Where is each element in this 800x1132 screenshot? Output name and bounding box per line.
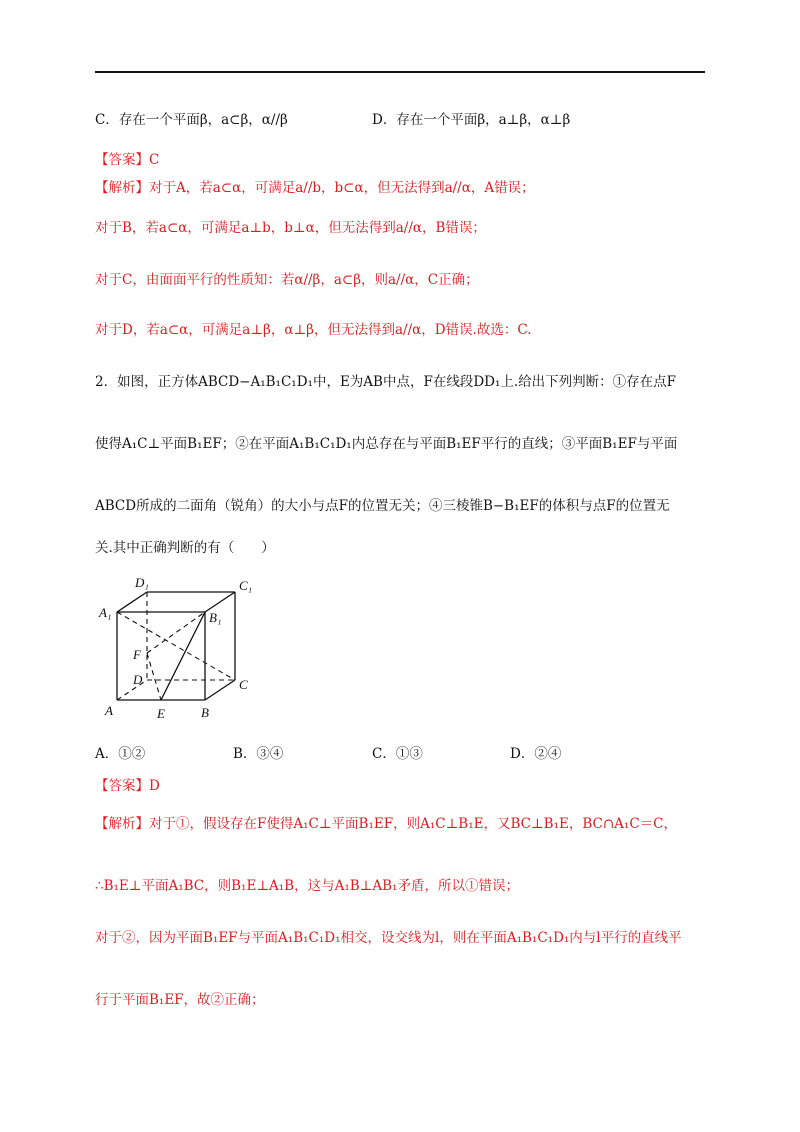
label-e: E [157,706,165,721]
q2-stem-line-3: ABCD所成的二面角（锐角）的大小与点F的位置无关；④三棱锥B−B₁EF的体积与点F的位置无 [95,498,670,514]
choice-c-top: C．存在一个平面β，a⊂β，α//β [95,112,288,128]
segment-b1e [161,612,205,700]
option-b: B．③④ [233,746,284,762]
label-d: D [133,672,143,687]
edge-a1d1 [117,592,147,612]
q2-stem-line-2: 使得A₁C⊥平面B₁EF；②在平面A₁B₁C₁D₁内总存在与平面B₁EF平行的直线；③平面B₁EF与平面 [95,436,678,452]
label-d1: D₁ [135,575,149,590]
label-c1: C₁ [239,578,253,593]
label-a: A [105,703,113,718]
q2-analysis-line-3: 对于②，因为平面B₁EF与平面A₁B₁C₁D₁相交，设交线为l，则在平面A₁B₁C₁D₁内与l平行的直线平 [95,930,682,946]
label-c: C [239,677,248,692]
cube-figure [95,575,265,725]
q1-analysis-line-c: 对于C，由面面平行的性质知：若α//β，a⊂β，则a//α，C正确； [95,272,479,288]
segment-fe [147,653,161,700]
edge-bc [205,680,235,700]
q2-analysis-line-1: 【解析】对于①，假设存在F使得A₁C⊥平面B₁EF，则A₁C⊥B₁E，又BC⊥B₁E，BC∩A₁C＝C， [95,816,677,832]
edge-ad [117,680,147,700]
option-c: C．①③ [372,746,423,762]
q1-analysis-line-a: 【解析】对于A，若a⊂α，可满足a//b，b⊂α，但无法得到a//α，A错误； [95,180,535,196]
q1-analysis-line-d: 对于D，若a⊂α，可满足a⊥β，α⊥β，但无法得到a//α，D错误.故选：C. [95,322,532,338]
label-f: F [133,647,141,662]
header-rule [95,71,705,73]
choice-d-top: D．存在一个平面β，a⊥β，α⊥β [372,112,571,128]
q2-analysis-line-2: ∴B₁E⊥平面A₁BC，则B₁E⊥A₁B，这与A₁B⊥AB₁矛盾，所以①错误； [95,878,519,894]
option-a: A．①② [95,746,146,762]
q2-answer: 【答案】D [95,778,160,794]
label-b1: B₁ [209,610,222,625]
q2-analysis-line-4: 行于平面B₁EF，故②正确； [95,992,265,1008]
label-b: B [201,705,209,720]
segment-fb1 [147,612,205,653]
q1-answer: 【答案】C [95,152,160,168]
label-a1: A₁ [99,605,112,620]
q2-stem-line-4: 关.其中正确判断的有（ ） [95,540,275,556]
edge-b1c1 [205,592,235,612]
q2-stem-line-1: 2．如图，正方体ABCD−A₁B₁C₁D₁中，E为AB中点，F在线段DD₁上.给出下列判断：①存在点F [95,374,677,390]
option-d: D．②④ [510,746,562,762]
q1-analysis-line-b: 对于B，若a⊂α，可满足a⊥b，b⊥α，但无法得到a//α，B错误； [95,220,486,236]
